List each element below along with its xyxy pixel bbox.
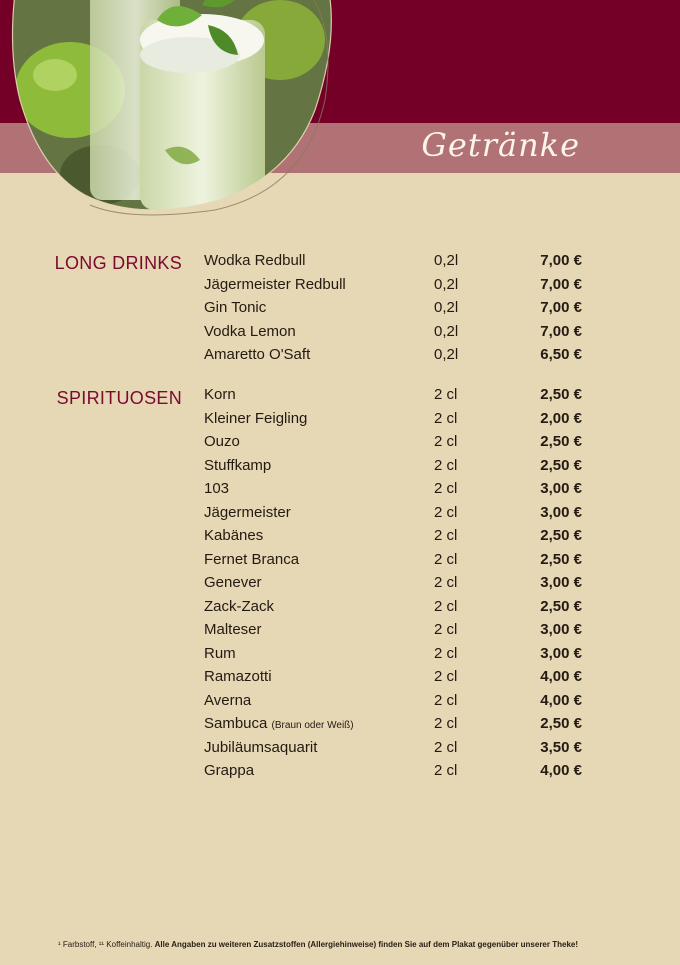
item-name-text: Vodka Lemon — [204, 322, 296, 340]
item-price: 2,50 € — [540, 715, 582, 732]
menu-item-row — [0, 574, 680, 596]
menu-item-row — [0, 668, 680, 690]
item-price: 3,00 € — [540, 574, 582, 591]
item-price: 7,00 € — [540, 275, 582, 293]
item-price: 2,50 € — [540, 527, 582, 544]
section-title-long-drinks: LONG DRINKS — [54, 253, 182, 273]
item-name-text: Kabänes — [204, 527, 264, 544]
menu-item-row — [0, 457, 680, 479]
item-name — [204, 386, 236, 403]
item-quantity: 2 cl — [434, 691, 458, 709]
item-name — [204, 504, 291, 521]
menu-item-row — [0, 692, 680, 714]
item-name-text: Zack-Zack — [204, 597, 275, 615]
item-name — [204, 527, 263, 544]
item-price: 7,00 € — [540, 299, 582, 316]
item-price: 2,50 € — [540, 550, 582, 568]
item-quantity: 2 cl — [434, 433, 458, 450]
item-name-text: Fernet Branca — [204, 550, 300, 568]
item-name-text: Stuffkamp — [204, 456, 272, 474]
item-price: 2,50 € — [540, 433, 582, 450]
item-name — [204, 621, 262, 638]
item-quantity: 0,2l — [434, 322, 459, 340]
item-quantity: 0,2l — [434, 252, 459, 269]
item-price: 3,00 € — [540, 503, 582, 521]
item-quantity: 2 cl — [434, 762, 458, 779]
item-quantity: 2 cl — [434, 574, 458, 591]
item-price: 3,50 € — [540, 738, 582, 756]
item-price: 3,00 € — [540, 480, 582, 497]
item-quantity: 2 cl — [434, 715, 458, 732]
menu-item-row — [0, 386, 680, 408]
item-name — [204, 645, 236, 662]
item-name-text: Ouzo — [204, 433, 240, 450]
item-name-text: Gin Tonic — [204, 299, 267, 316]
item-name — [204, 323, 296, 340]
item-quantity: 2 cl — [434, 621, 458, 638]
item-name-text: Jubiläumsaquarit — [204, 738, 318, 756]
item-name-text: Amaretto O'Saft — [204, 346, 311, 363]
item-price: 4,00 € — [540, 762, 582, 779]
item-quantity: 0,2l — [434, 275, 459, 293]
item-quantity: 0,2l — [434, 299, 459, 316]
item-name — [204, 668, 272, 685]
item-price: 7,00 € — [540, 252, 582, 269]
item-name — [204, 574, 262, 591]
menu-item-row — [0, 621, 680, 643]
item-name-text: Jägermeister — [204, 503, 291, 521]
item-name — [204, 276, 346, 293]
item-name-text: Wodka Redbull — [204, 252, 306, 269]
item-price: 7,00 € — [540, 322, 582, 340]
menu-item-row — [0, 527, 680, 549]
menu-item-row — [0, 715, 680, 737]
item-price: 4,00 € — [540, 668, 582, 685]
menu-item-row — [0, 346, 680, 368]
item-name — [204, 551, 299, 568]
item-name — [204, 762, 254, 779]
item-quantity: 2 cl — [434, 409, 458, 427]
menu-item-row — [0, 299, 680, 321]
section-title-spirituosen: SPIRITUOSEN — [56, 388, 182, 408]
menu-item-row — [0, 645, 680, 667]
item-name — [204, 252, 305, 269]
menu-item-row — [0, 410, 680, 432]
menu-item-row — [0, 323, 680, 345]
footer-note — [58, 940, 658, 949]
item-price: 2,00 € — [540, 409, 582, 427]
menu-item-row — [0, 551, 680, 573]
menu-item-row — [0, 276, 680, 298]
menu-item-row — [0, 598, 680, 620]
menu-item-row — [0, 762, 680, 784]
item-name-text: Grappa — [204, 762, 255, 779]
item-quantity: 2 cl — [434, 386, 458, 403]
item-name — [204, 433, 240, 450]
item-quantity: 2 cl — [434, 550, 458, 568]
item-name — [204, 480, 229, 497]
footer-additives: ¹ Farbstoff, ¹¹ Koffeinhaltig. — [58, 940, 153, 949]
item-price: 6,50 € — [540, 346, 582, 363]
item-name — [204, 299, 266, 316]
item-price: 3,00 € — [540, 621, 582, 638]
item-name — [204, 457, 271, 474]
item-quantity: 2 cl — [434, 668, 458, 685]
item-name-text: Jägermeister Redbull — [204, 275, 346, 293]
item-name — [204, 598, 274, 615]
item-quantity: 0,2l — [434, 346, 459, 363]
item-name-text: Averna — [204, 691, 252, 709]
item-name — [204, 692, 251, 709]
item-quantity: 2 cl — [434, 480, 458, 497]
item-price: 2,50 € — [540, 456, 582, 474]
item-name — [204, 410, 307, 427]
item-quantity: 2 cl — [434, 456, 458, 474]
page-title: Getränke — [421, 126, 580, 164]
item-price: 2,50 € — [540, 386, 582, 403]
item-quantity: 2 cl — [434, 738, 458, 756]
item-name-text: Genever — [204, 574, 262, 591]
item-name — [204, 715, 354, 732]
cocktail-photo — [0, 0, 360, 230]
item-name-text: Kleiner Feigling — [204, 409, 308, 427]
item-price: 3,00 € — [540, 644, 582, 662]
item-price: 4,00 € — [540, 691, 582, 709]
item-price: 2,50 € — [540, 597, 582, 615]
item-name-text: Ramazotti — [204, 668, 272, 685]
item-quantity: 2 cl — [434, 644, 458, 662]
item-quantity: 2 cl — [434, 527, 458, 544]
menu-item-row — [0, 433, 680, 455]
item-quantity: 2 cl — [434, 597, 458, 615]
item-name-text: Korn — [204, 386, 236, 403]
menu-item-row — [0, 480, 680, 502]
menu-item-row — [0, 252, 680, 274]
item-name — [204, 739, 317, 756]
item-note: (Braun oder Weiß) — [271, 720, 354, 731]
item-name-text: Sambuca — [204, 715, 268, 732]
footer-allergy-note: Alle Angaben zu weiteren Zusatzstoffen (Allergiehinweise) finden Sie auf dem Plakat gegenüber unserer Theke! — [154, 940, 579, 949]
item-name — [204, 346, 310, 363]
item-quantity: 2 cl — [434, 503, 458, 521]
item-name-text: Rum — [204, 644, 236, 662]
menu-item-row — [0, 504, 680, 526]
menu-item-row — [0, 739, 680, 761]
item-name-text: Malteser — [204, 621, 262, 638]
item-name-text: 103 — [204, 480, 230, 497]
